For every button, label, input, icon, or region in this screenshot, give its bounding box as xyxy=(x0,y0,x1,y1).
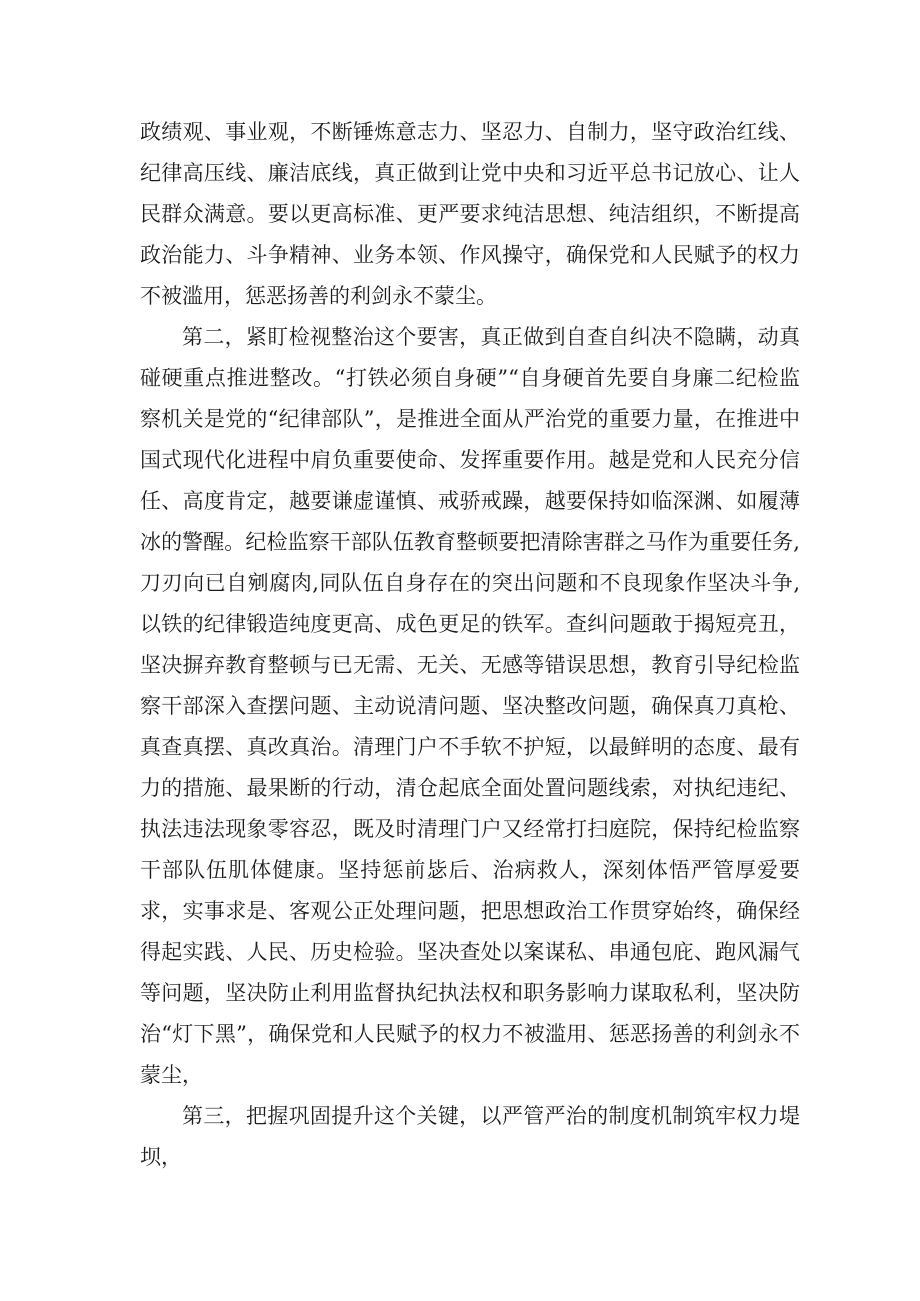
paragraph-second: 第二，紧盯检视整治这个要害，真正做到自查自纠决不隐瞒，动真碰硬重点推进整改。“打铁必须自身硬”“自身硬首先要自身廉二纪检监察机关是党的“纪律部队”，是推进全面从严治党的重要力量，在推进中国式现代化进程中肩负重要使命、发挥重要作用。越是党和人民充分信任、高度肯定，越要谦虚谨慎、戒骄戒躁，越要保持如临深渊、如履薄冰的警醒。纪检监察干部队伍教育整顿要把清除害群之马作为重要任务,刀刃向已自剜腐肉,同队伍自身存在的突出问题和不良现象作坚决斗争,以铁的纪律锻造纯度更高、成色更足的铁军。查纠问题敢于揭短亮丑，坚决摒弃教育整顿与已无需、无关、无感等错误思想，教育引导纪检监察干部深入查摆问题、主动说清问题、坚决整改问题，确保真刀真枪、真查真摆、真改真治。清理门户不手软不护短，以最鲜明的态度、最有力的措施、最果断的行动，清仓起底全面处置问题线索，对执纪违纪、执法违法现象零容忍，既及时清理门户又经常打扫庭院，保持纪检监察干部队伍肌体健康。坚持惩前毖后、治病救人，深刻体悟严管厚爱要求，实事求是、客观公正处理问题，把思想政治工作贯穿始终，确保经得起实践、人民、历史检验。坚决查处以案谋私、串通包庇、跑风漏气等问题，坚决防止利用监督执纪执法权和职务影响力谋取私利，坚决防治“灯下黑”，确保党和人民赋予的权力不被滥用、惩恶扬善的利剑永不蒙尘， xyxy=(140,325,800,1087)
document-body xyxy=(140,112,800,1178)
paragraph-third: 第三，把握巩固提升这个关键，以严管严治的制度机制筑牢权力堤坝， xyxy=(140,1104,800,1169)
paragraph-continued: 政绩观、事业观，不断锤炼意志力、坚忍力、自制力，坚守政治红线、纪律高压线、廉洁底线，真正做到让党中央和习近平总书记放心、让人民群众满意。要以更高标准、更严要求纯洁思想、纯洁组织，不断提高政治能力、斗争精神、业务本领、作风操守，确保党和人民赋予的权力不被滥用，惩恶扬善的利剑永不蒙尘。 xyxy=(140,120,800,308)
